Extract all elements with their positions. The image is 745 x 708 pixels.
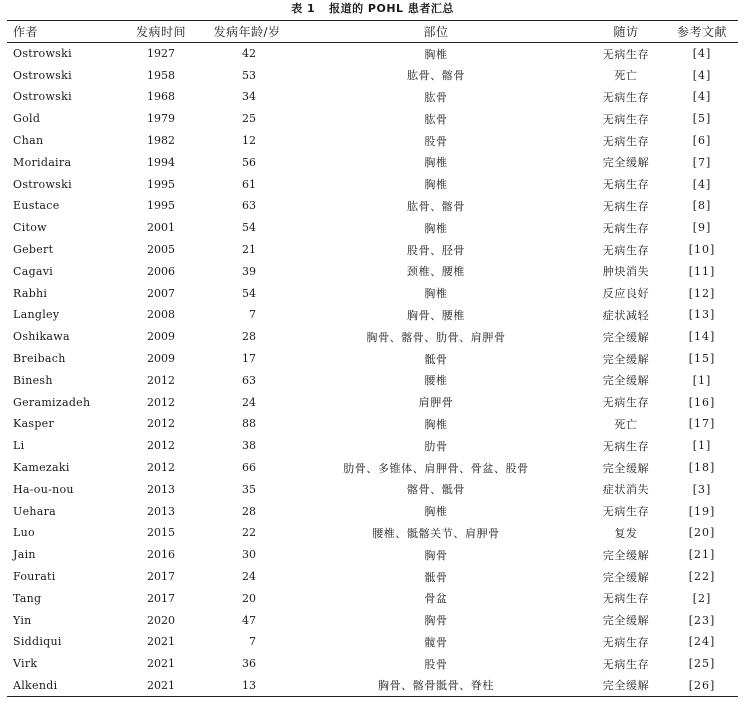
table-row [7, 457, 738, 479]
cell-site: 肋骨、多锥体、肩胛骨、骨盆、股骨 [343, 461, 529, 475]
table-row [7, 478, 738, 500]
cell-year: 2006 [147, 264, 175, 278]
cell-author: Rabhi [13, 286, 48, 300]
cell-year: 1982 [147, 134, 175, 148]
header-ref: 参考文献 [666, 21, 738, 43]
cell-reference: [19] [688, 504, 716, 518]
cell-followup: 无病生存 [602, 243, 650, 257]
table-body [7, 43, 738, 697]
cell-followup: 完全缓解 [602, 570, 650, 584]
cell-year: 2012 [147, 395, 175, 409]
cell-followup: 完全缓解 [602, 330, 650, 344]
cell-reference: [10] [688, 243, 716, 257]
cell-year: 2008 [147, 308, 175, 322]
table-caption [0, 2, 745, 16]
cell-followup: 肿块消失 [602, 265, 650, 279]
cell-site: 胸椎 [424, 178, 448, 192]
cell-age: 42 [242, 47, 256, 61]
cell-year: 2021 [114, 675, 208, 697]
cell-followup: 复发 [614, 526, 638, 540]
cell-reference: [21] [688, 548, 716, 562]
table-row [7, 151, 738, 173]
cell-followup: 无病生存 [602, 439, 650, 453]
cell-site: 颈椎、腰椎 [407, 265, 465, 279]
cell-reference: [15] [688, 352, 716, 366]
cell-year: 2021 [147, 635, 175, 649]
cell-reference: [20] [688, 526, 716, 540]
cell-year: 2015 [147, 526, 175, 540]
table-row [7, 326, 738, 348]
cell-author: Chan [13, 134, 44, 148]
cell-age: 17 [242, 352, 256, 366]
cell-age: 61 [242, 177, 256, 191]
cell-followup: 完全缓解 [602, 548, 650, 562]
cell-site: 髂骨、骶骨 [407, 483, 465, 497]
cell-reference: [16] [688, 395, 716, 409]
table-row [7, 522, 738, 544]
table-row [7, 413, 738, 435]
cell-site: 骶骨 [424, 570, 448, 584]
cell-age: 30 [242, 548, 256, 562]
cell-reference: [3] [692, 482, 712, 496]
cell-year: 2013 [147, 504, 175, 518]
table-row [7, 369, 738, 391]
cell-site: 骨盆 [424, 592, 448, 606]
table-row [7, 348, 738, 370]
cell-reference: [1] [692, 439, 712, 453]
cell-reference: [4] [692, 177, 712, 191]
cell-age: 38 [242, 439, 256, 453]
cell-year: 1927 [147, 47, 175, 61]
cell-author: Moridaira [13, 155, 72, 169]
cell-site: 胸骨 [424, 548, 448, 562]
cell-age: 54 [242, 221, 256, 235]
cell-site: 胸椎 [424, 156, 448, 170]
cell-year: 2012 [147, 461, 175, 475]
cell-author: Virk [13, 657, 38, 671]
table-row [7, 304, 738, 326]
cell-year: 2012 [147, 373, 175, 387]
cell-reference: [9] [692, 221, 712, 235]
table-row [7, 43, 738, 65]
cell-year: 2001 [147, 221, 175, 235]
cell-age: 24 [242, 570, 256, 584]
cell-reference: [14] [688, 330, 716, 344]
cell-site: 肱骨 [424, 90, 448, 104]
table-number: 表 1 [291, 2, 316, 15]
cell-author: Alkendi [7, 675, 114, 697]
cell-reference: [17] [688, 417, 716, 431]
cell-site: 髋骨 [424, 635, 448, 649]
table-row [7, 239, 738, 261]
table-row [7, 195, 738, 217]
cell-author: Ostrowski [13, 90, 72, 104]
cell-reference: [13] [688, 308, 716, 322]
table-row [7, 260, 738, 282]
cell-followup: 完全缓解 [586, 675, 666, 697]
table-row [7, 64, 738, 86]
cell-reference: [8] [692, 199, 712, 213]
cell-site: 胸椎 [424, 221, 448, 235]
cell-year: 2017 [147, 570, 175, 584]
cell-reference: [4] [692, 90, 712, 104]
cell-followup: 无病生存 [602, 221, 650, 235]
cell-site: 胸椎 [424, 47, 448, 61]
cell-year: 1968 [147, 90, 175, 104]
header-row [7, 21, 738, 43]
cell-year: 2005 [147, 243, 175, 257]
cell-site: 肋骨 [424, 439, 448, 453]
cell-site: 胸椎 [424, 417, 448, 431]
cell-site: 股骨、胫骨 [407, 243, 465, 257]
cell-age: 28 [242, 504, 256, 518]
table-row [7, 609, 738, 631]
table-row [7, 566, 738, 588]
table-title: 报道的 POHL 患者汇总 [329, 2, 454, 15]
cell-year: 2012 [147, 439, 175, 453]
cell-site: 腰椎 [424, 374, 448, 388]
cell-author: Cagavi [13, 264, 54, 278]
cell-followup: 无病生存 [602, 505, 650, 519]
cell-author: Siddiqui [13, 635, 62, 649]
cell-author: Li [13, 439, 25, 453]
cell-age: 53 [242, 68, 256, 82]
cell-author: Langley [13, 308, 60, 322]
cell-followup: 无病生存 [602, 178, 650, 192]
cell-age: 13 [208, 675, 286, 697]
cell-age: 35 [242, 482, 256, 496]
cell-age: 25 [242, 112, 256, 126]
cell-reference: [11] [688, 264, 716, 278]
cell-author: Fourati [13, 570, 56, 584]
cell-site: 胸骨、腰椎 [407, 308, 465, 322]
patient-summary-table [7, 20, 738, 697]
cell-reference: [26] [666, 675, 738, 697]
table-row [7, 108, 738, 130]
cell-year: 1995 [147, 177, 175, 191]
header-followup: 随访 [586, 21, 666, 43]
cell-followup: 完全缓解 [602, 156, 650, 170]
cell-author: Ostrowski [13, 47, 72, 61]
cell-author: Jain [13, 548, 36, 562]
cell-age: 7 [249, 308, 256, 322]
table-row [7, 391, 738, 413]
cell-year: 2021 [147, 657, 175, 671]
cell-followup: 无病生存 [602, 635, 650, 649]
cell-author: Ostrowski [13, 68, 72, 82]
cell-author: Kasper [13, 417, 55, 431]
cell-followup: 无病生存 [602, 134, 650, 148]
cell-author: Uehara [13, 504, 57, 518]
table-row [7, 675, 738, 697]
cell-site: 股骨 [424, 657, 448, 671]
cell-followup: 症状减轻 [602, 308, 650, 322]
cell-reference: [1] [692, 373, 712, 387]
cell-author: Citow [13, 221, 47, 235]
table-header [7, 21, 738, 43]
cell-age: 28 [242, 330, 256, 344]
cell-site: 肱骨、髂骨 [407, 199, 465, 213]
cell-followup: 死亡 [614, 69, 638, 83]
cell-site: 胸椎 [424, 505, 448, 519]
cell-reference: [2] [692, 591, 712, 605]
cell-followup: 无病生存 [602, 47, 650, 61]
header-site: 部位 [286, 21, 586, 43]
table-row [7, 130, 738, 152]
cell-followup: 症状消失 [602, 483, 650, 497]
cell-reference: [6] [692, 134, 712, 148]
table-row [7, 631, 738, 653]
cell-author: Tang [13, 591, 42, 605]
cell-year: 2009 [147, 352, 175, 366]
cell-author: Kamezaki [13, 461, 70, 475]
cell-reference: [24] [688, 635, 716, 649]
cell-age: 20 [242, 591, 256, 605]
cell-author: Binesh [13, 373, 53, 387]
cell-followup: 完全缓解 [602, 374, 650, 388]
cell-site: 肱骨 [424, 112, 448, 126]
cell-followup: 无病生存 [602, 657, 650, 671]
cell-reference: [4] [692, 47, 712, 61]
table-row [7, 86, 738, 108]
cell-age: 12 [242, 134, 256, 148]
cell-age: 21 [242, 243, 256, 257]
cell-site: 肱骨、髂骨 [407, 69, 465, 83]
cell-age: 22 [242, 526, 256, 540]
cell-author: Breibach [13, 352, 66, 366]
cell-age: 34 [242, 90, 256, 104]
cell-year: 2009 [147, 330, 175, 344]
cell-author: Ostrowski [13, 177, 72, 191]
cell-age: 63 [242, 373, 256, 387]
cell-year: 2013 [147, 482, 175, 496]
cell-year: 1995 [147, 199, 175, 213]
cell-author: Yin [13, 613, 32, 627]
cell-year: 1994 [147, 155, 175, 169]
cell-followup: 反应良好 [602, 287, 650, 301]
cell-followup: 无病生存 [602, 199, 650, 213]
header-year: 发病时间 [114, 21, 208, 43]
cell-followup: 无病生存 [602, 90, 650, 104]
cell-site: 股骨 [424, 134, 448, 148]
table-row [7, 544, 738, 566]
cell-age: 36 [242, 657, 256, 671]
cell-year: 2016 [147, 548, 175, 562]
cell-reference: [18] [688, 461, 716, 475]
cell-year: 1979 [147, 112, 175, 126]
cell-author: Ha-ou-nou [13, 482, 74, 496]
table-row [7, 653, 738, 675]
cell-site: 胸骨、髂骨、肋骨、肩胛骨 [366, 330, 506, 344]
table-row [7, 173, 738, 195]
cell-year: 2007 [147, 286, 175, 300]
cell-reference: [4] [692, 68, 712, 82]
cell-site: 胸骨 [424, 614, 448, 628]
cell-reference: [5] [692, 112, 712, 126]
cell-age: 54 [242, 286, 256, 300]
cell-age: 63 [242, 199, 256, 213]
table-row [7, 217, 738, 239]
cell-age: 56 [242, 155, 256, 169]
table-row [7, 435, 738, 457]
cell-site: 胸椎 [424, 287, 448, 301]
cell-followup: 无病生存 [602, 396, 650, 410]
cell-age: 47 [242, 613, 256, 627]
cell-author: Geramizadeh [13, 395, 91, 409]
header-author: 作者 [7, 21, 114, 43]
table-row [7, 500, 738, 522]
cell-age: 24 [242, 395, 256, 409]
cell-followup: 完全缓解 [602, 614, 650, 628]
cell-site: 腰椎、骶髂关节、肩胛骨 [372, 526, 500, 540]
cell-age: 88 [242, 417, 256, 431]
cell-author: Oshikawa [13, 330, 70, 344]
header-age: 发病年龄/岁 [208, 21, 286, 43]
cell-year: 1958 [147, 68, 175, 82]
cell-age: 39 [242, 264, 256, 278]
cell-followup: 无病生存 [602, 592, 650, 606]
cell-year: 2012 [147, 417, 175, 431]
cell-age: 66 [242, 461, 256, 475]
cell-site: 肩胛骨 [418, 396, 454, 410]
cell-year: 2017 [147, 591, 175, 605]
cell-site: 骶骨 [424, 352, 448, 366]
cell-site: 胸骨、髂骨骶骨、脊柱 [286, 675, 586, 697]
cell-followup: 完全缓解 [602, 461, 650, 475]
cell-reference: [12] [688, 286, 716, 300]
table-row [7, 587, 738, 609]
cell-followup: 无病生存 [602, 112, 650, 126]
cell-author: Gebert [13, 243, 54, 257]
cell-author: Gold [13, 112, 41, 126]
cell-age: 7 [249, 635, 256, 649]
cell-followup: 完全缓解 [602, 352, 650, 366]
cell-followup: 死亡 [614, 417, 638, 431]
cell-reference: [22] [688, 570, 716, 584]
cell-author: Luo [13, 526, 35, 540]
cell-reference: [25] [688, 657, 716, 671]
cell-year: 2020 [147, 613, 175, 627]
cell-author: Eustace [13, 199, 60, 213]
cell-reference: [23] [688, 613, 716, 627]
cell-reference: [7] [692, 155, 712, 169]
table-row [7, 282, 738, 304]
